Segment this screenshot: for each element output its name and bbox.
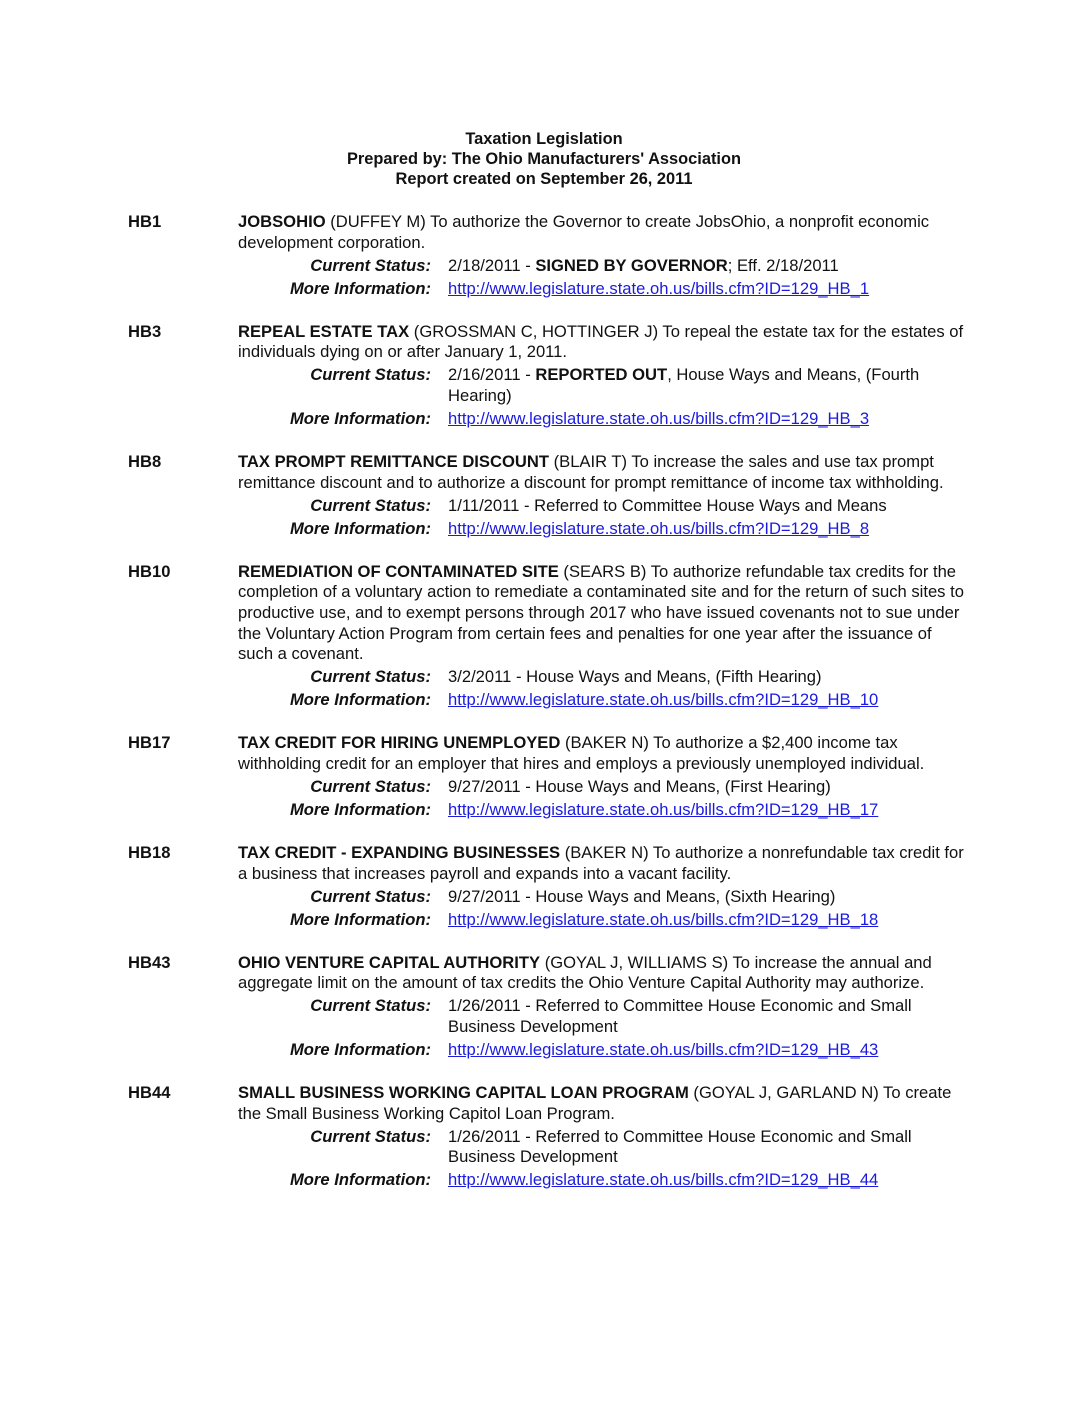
bill-entry	[0, 733, 1088, 820]
more-information-row	[0, 690, 1088, 711]
status-text: 3/2/2011 - House Ways and Means, (Fifth Hearing)	[448, 667, 822, 687]
bill-title: TAX PROMPT REMITTANCE DISCOUNT	[238, 452, 549, 472]
bill-title: TAX CREDIT - EXPANDING BUSINESSES	[238, 843, 561, 863]
bill-entry	[0, 562, 1088, 711]
more-information-row	[0, 409, 1088, 430]
bill-code: HB18	[128, 843, 171, 863]
status-text: 2/18/2011 -	[448, 255, 536, 275]
bill-description: (SEARS B) To authorize refundable tax credits for the completion of a voluntary action to remediate a contaminated site and for the return of such sites to productive use, and to exempt persons through 2017 who have issued covenants not to sue under the Voluntary Action Program from certain fees and penalties for one year after the issuance of such a covenant.	[238, 561, 964, 664]
status-text: 1/26/2011 - Referred to Committee House Economic and Small Business Development	[448, 996, 912, 1037]
status-text: 1/26/2011 - Referred to Committee House Economic and Small Business Development	[448, 1126, 912, 1167]
more-information-label: More Information:	[289, 408, 431, 428]
current-status-label: Current Status:	[310, 667, 431, 687]
bill-title: SMALL BUSINESS WORKING CAPITAL LOAN PROGRAM	[238, 1083, 689, 1103]
current-status-row	[0, 496, 1088, 517]
status-text: 2/16/2011 -	[448, 365, 536, 385]
bill-title: TAX CREDIT FOR HIRING UNEMPLOYED	[238, 733, 561, 753]
bill-title: OHIO VENTURE CAPITAL AUTHORITY	[238, 952, 541, 972]
more-information-label: More Information:	[289, 1040, 431, 1060]
bill-link[interactable]: http://www.legislature.state.oh.us/bills.cfm?ID=129_HB_1	[448, 278, 870, 298]
current-status-row	[0, 777, 1088, 798]
bill-link[interactable]: http://www.legislature.state.oh.us/bills.cfm?ID=129_HB_8	[448, 518, 870, 538]
bill-link[interactable]: http://www.legislature.state.oh.us/bills.cfm?ID=129_HB_3	[448, 408, 870, 428]
more-information-label: More Information:	[289, 690, 431, 710]
status-text: 9/27/2011 - House Ways and Means, (First Hearing)	[448, 776, 831, 796]
bill-description-block	[238, 1083, 968, 1124]
current-status-row	[0, 256, 1088, 277]
bill-description: (BAKER N) To authorize a nonrefundable tax credit for a business that increases payroll and expands into a vacant facility.	[238, 843, 964, 883]
current-status-value	[448, 667, 968, 688]
more-information-row	[0, 1170, 1088, 1191]
bill-description: (GOYAL J, WILLIAMS S) To increase the annual and aggregate limit on the amount of tax credits the Ohio Venture Capital Authority may authorize.	[238, 952, 932, 993]
more-information-row	[0, 800, 1088, 821]
more-information-label: More Information:	[289, 518, 431, 538]
report-title: Taxation Legislation	[465, 130, 623, 148]
current-status-value	[448, 777, 968, 798]
status-text: 1/11/2011 - Referred to Committee House Ways and Means	[448, 495, 887, 515]
current-status-row	[0, 996, 1088, 1037]
current-status-value	[448, 996, 968, 1037]
bill-entry	[0, 322, 1088, 430]
bill-list	[0, 212, 1088, 1214]
current-status-value	[448, 887, 968, 908]
bill-entry	[0, 1083, 1088, 1191]
more-information-label: More Information:	[289, 1170, 431, 1190]
more-information-row	[0, 519, 1088, 540]
status-action: REPORTED OUT	[535, 365, 668, 385]
current-status-row	[0, 887, 1088, 908]
bill-description: (BAKER N) To authorize a $2,400 income tax withholding credit for an employer that hires and employs a previously unemployed individual.	[238, 733, 925, 773]
current-status-value	[448, 1127, 968, 1168]
bill-description-block	[238, 733, 968, 774]
more-information-label: More Information:	[289, 278, 431, 298]
current-status-row	[0, 667, 1088, 688]
current-status-label: Current Status:	[310, 776, 431, 796]
current-status-label: Current Status:	[310, 255, 431, 275]
current-status-row	[0, 365, 1088, 406]
bill-title: REPEAL ESTATE TAX	[238, 321, 410, 341]
bill-description: (GROSSMAN C, HOTTINGER J) To repeal the estate tax for the estates of individuals dying on or after January 1, 2011.	[238, 321, 964, 362]
bill-description-block	[238, 212, 968, 253]
current-status-value	[448, 496, 968, 517]
current-status-value	[448, 365, 968, 406]
more-information-row	[0, 910, 1088, 931]
bill-description-block	[238, 843, 968, 884]
current-status-label: Current Status:	[310, 365, 431, 385]
bill-description: (GOYAL J, GARLAND N) To create the Small Business Working Capitol Loan Program.	[238, 1083, 952, 1123]
bill-code: HB44	[128, 1083, 171, 1103]
more-information-row	[0, 279, 1088, 300]
current-status-row	[0, 1127, 1088, 1168]
more-information-row	[0, 1040, 1088, 1061]
bill-title: REMEDIATION OF CONTAMINATED SITE	[238, 561, 559, 581]
bill-code: HB3	[128, 321, 162, 341]
bill-description-block	[238, 953, 968, 994]
bill-link[interactable]: http://www.legislature.state.oh.us/bills.cfm?ID=129_HB_10	[448, 690, 879, 710]
bill-description-block	[238, 322, 968, 363]
bill-code: HB10	[128, 561, 171, 581]
bill-link[interactable]: http://www.legislature.state.oh.us/bills.cfm?ID=129_HB_43	[448, 1040, 879, 1060]
bill-link[interactable]: http://www.legislature.state.oh.us/bills.cfm?ID=129_HB_18	[448, 909, 879, 929]
current-status-value	[448, 256, 968, 277]
report-date: Report created on September 26, 2011	[395, 170, 693, 188]
bill-description: (DUFFEY M) To authorize the Governor to create JobsOhio, a nonprofit economic development corporation.	[238, 212, 930, 252]
bill-link[interactable]: http://www.legislature.state.oh.us/bills.cfm?ID=129_HB_17	[448, 799, 879, 819]
more-information-label: More Information:	[289, 799, 431, 819]
bill-entry	[0, 212, 1088, 299]
current-status-label: Current Status:	[310, 996, 431, 1016]
bill-code: HB43	[128, 952, 171, 972]
bill-entry	[0, 843, 1088, 930]
bill-code: HB17	[128, 733, 171, 753]
bill-code: HB1	[128, 212, 162, 231]
bill-description-block	[238, 562, 968, 665]
bill-entry	[0, 953, 1088, 1061]
bill-description: (BLAIR T) To increase the sales and use tax prompt remittance discount and to authorize a discount for prompt remittance of income tax withholding.	[238, 452, 944, 492]
bill-title: JOBSOHIO	[238, 212, 326, 231]
current-status-label: Current Status:	[310, 495, 431, 515]
bill-entry	[0, 452, 1088, 539]
status-detail: , House Ways and Means, (Fourth Hearing)	[448, 365, 920, 405]
bill-link[interactable]: http://www.legislature.state.oh.us/bills.cfm?ID=129_HB_44	[448, 1170, 879, 1190]
status-action: SIGNED BY GOVERNOR	[535, 255, 728, 275]
bill-description-block	[238, 452, 968, 493]
status-detail: ; Eff. 2/18/2011	[727, 255, 839, 275]
current-status-label: Current Status:	[310, 886, 431, 906]
report-header	[0, 129, 1088, 189]
more-information-label: More Information:	[289, 909, 431, 929]
current-status-label: Current Status:	[310, 1126, 431, 1146]
report-prepared-by: Prepared by: The Ohio Manufacturers' Association	[346, 150, 741, 168]
bill-code: HB8	[128, 452, 162, 472]
status-text: 9/27/2011 - House Ways and Means, (Sixth Hearing)	[448, 886, 836, 906]
